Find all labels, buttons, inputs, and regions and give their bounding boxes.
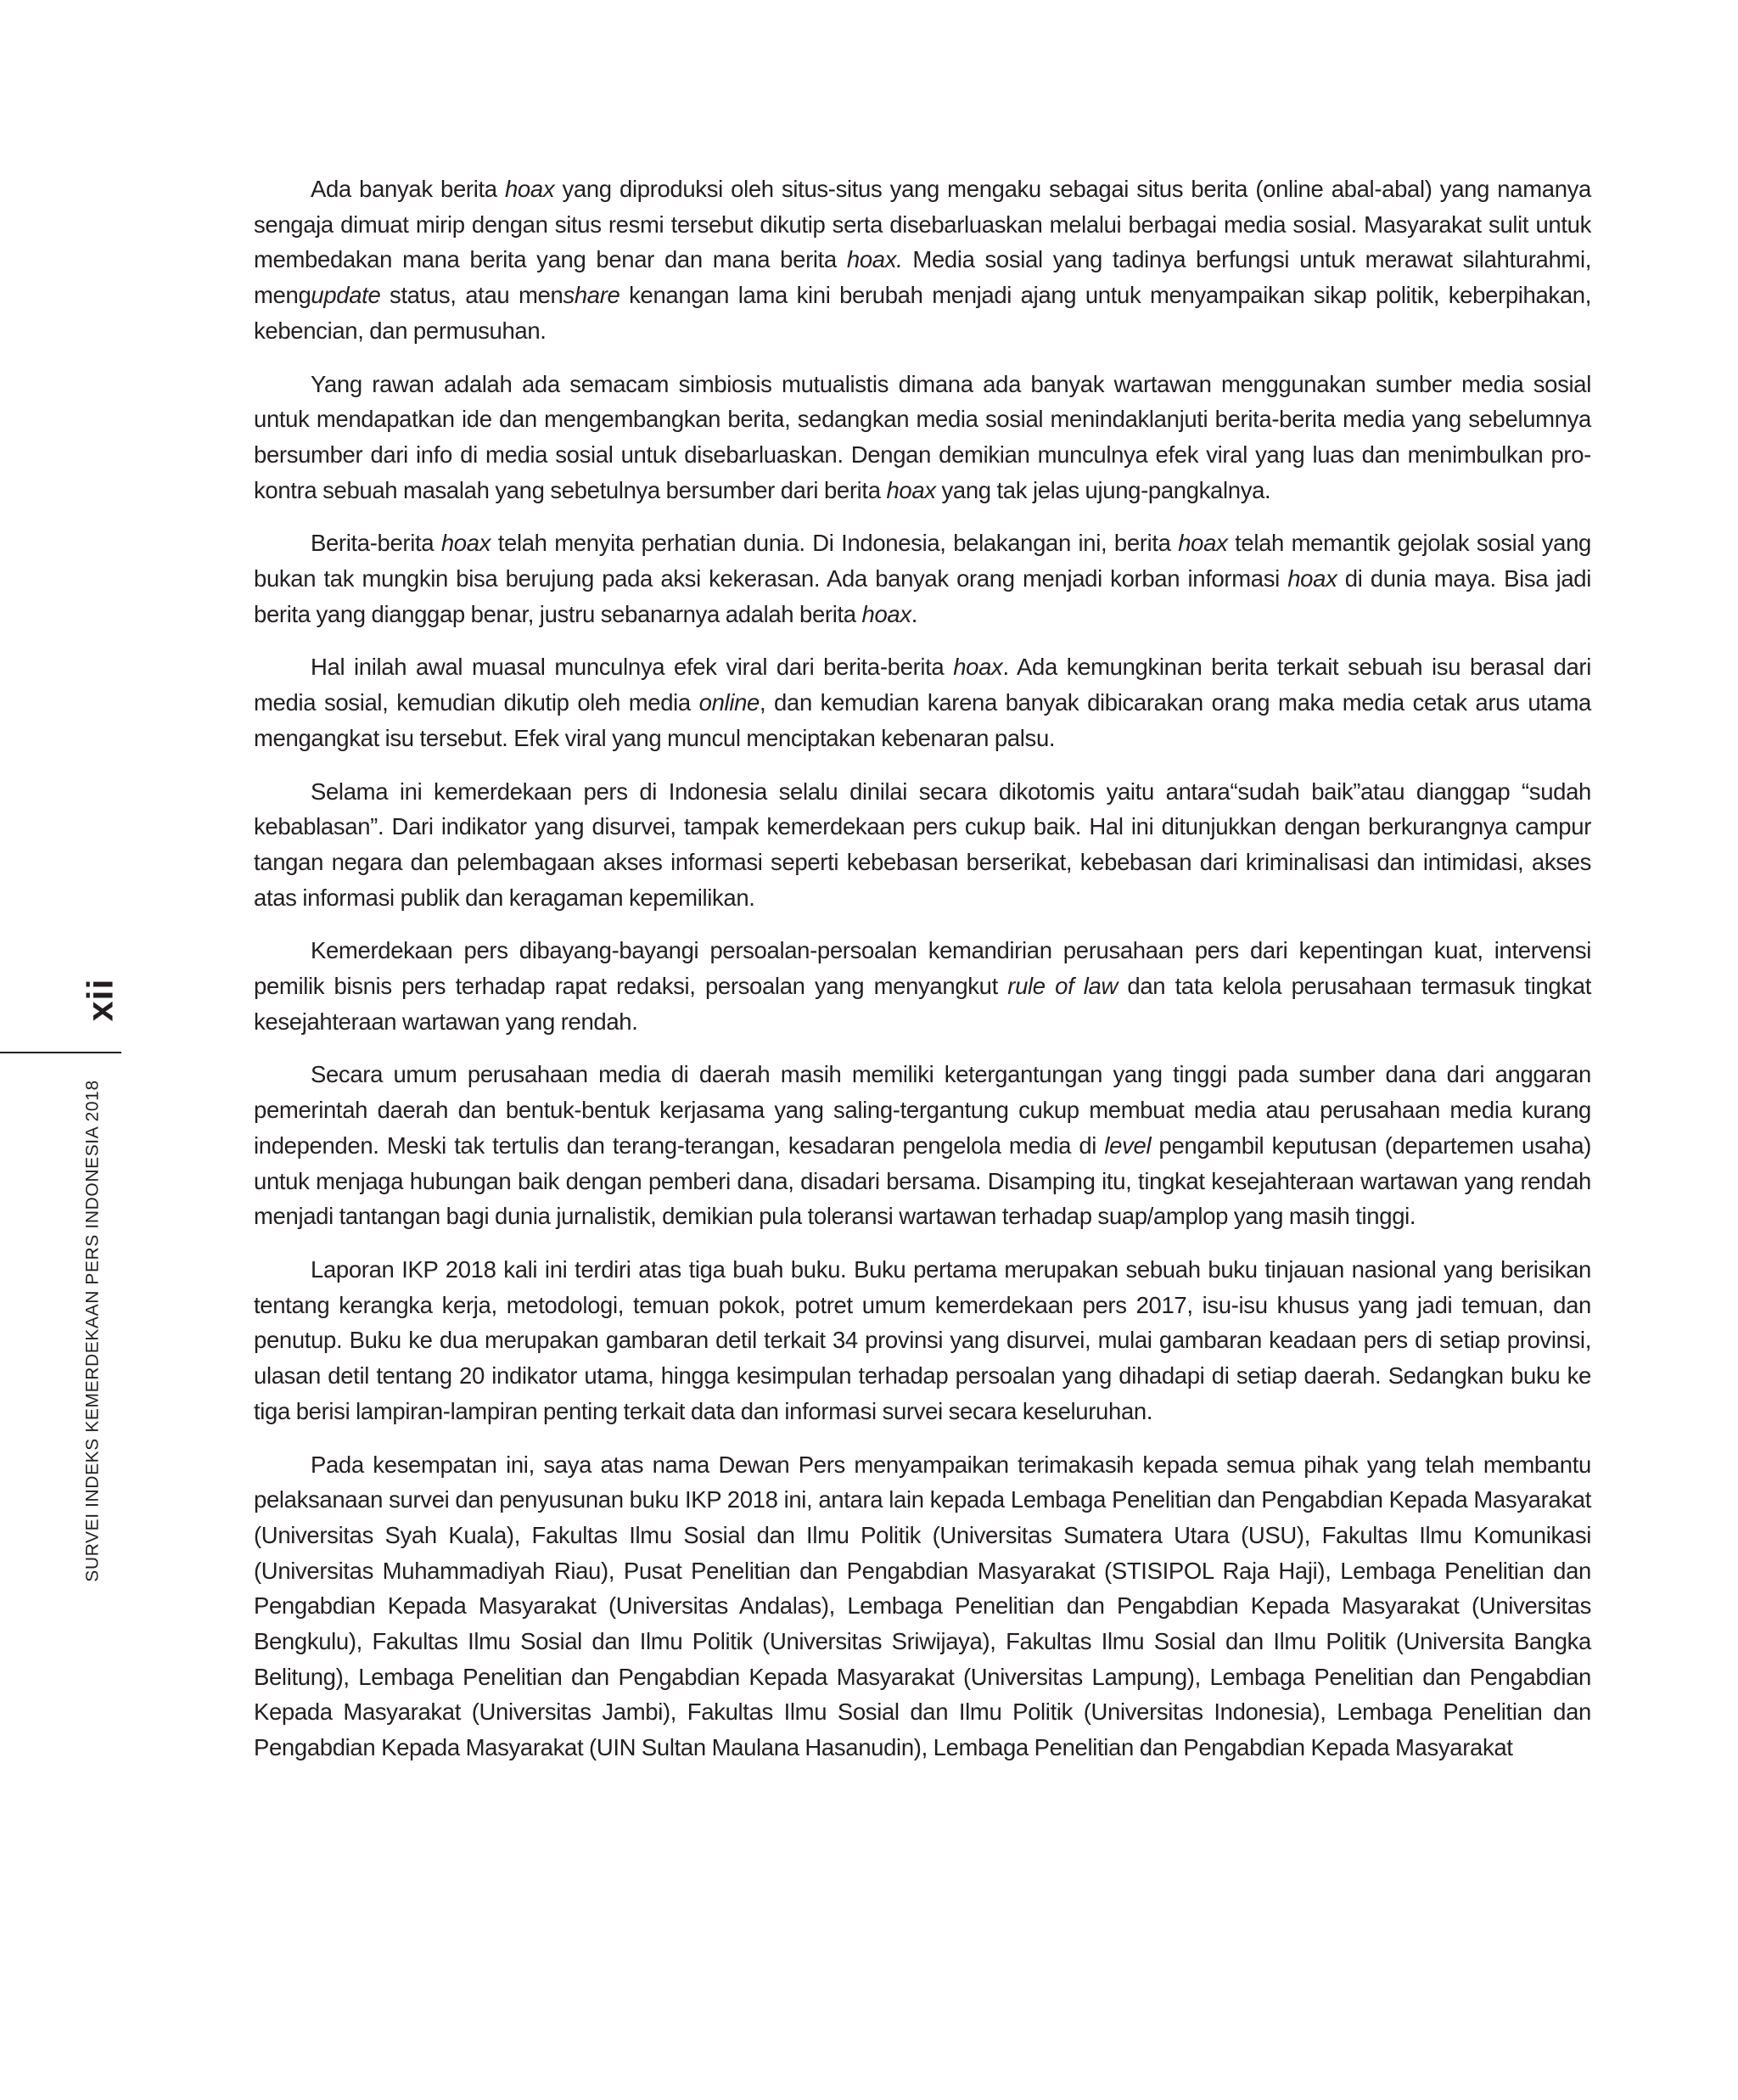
margin-rule	[0, 1052, 121, 1053]
italic-term: hoax.	[846, 246, 903, 273]
italic-term: rule of law	[1007, 973, 1118, 1000]
page-number: xii	[80, 978, 121, 1022]
italic-term: hoax	[886, 476, 936, 503]
paragraph: Laporan IKP 2018 kali ini terdiri atas tiga buah buku. Buku pertama merupakan sebuah buku tinjauan nasional yang berisikan tentang kerangka kerja, metodologi, temuan pokok, potret umum kemerdekaan pers 2017, isu-isu khusus yang jadi temuan, dan penutup. Buku ke dua merupakan gambaran detil terkait 34 provinsi yang disurvei, mulai gambaran keadaan pers di setiap provinsi, ulasan detil tentang 20 indikator utama, hingga kesimpulan terhadap persoalan yang dihadapi di setiap daerah. Sedangkan buku ke tiga berisi lampiran-lampiran penting terkait data dan informasi survei secara keseluruhan.	[254, 1255, 1591, 1424]
italic-term: level	[1104, 1131, 1152, 1159]
italic-term: hoax	[1178, 530, 1228, 557]
paragraph: Yang rawan adalah ada semacam simbiosis mutualistis dimana ada banyak wartawan menggunakan sumber media sosial untuk mendapatkan ide dan mengembangkan berita, sedangkan media sosial menindaklanjuti berita-berita media yang sebelumnya bersumber dari info di media sosial untuk disebarluaskan. Dengan demikian munculnya efek viral yang luas dan menimbulkan pro-kontra sebuah masalah yang sebetulnya bersumber dari berita hoax yang tak jelas ujung-pangkalnya.	[254, 370, 1591, 503]
paragraph: Selama ini kemerdekaan pers di Indonesia selalu dinilai secara dikotomis yaitu antara“sudah baik”atau dianggap “sudah kebablasan”. Dari indikator yang disurvei, tampak kemerdekaan pers cukup baik. Hal ini ditunjukkan dengan berkurangnya campur tangan negara dan pelembagaan akses informasi seperti kebebasan berserikat, kebebasan dari kriminalisasi dan intimidasi, akses atas informasi publik dan keragaman kepemilikan.	[254, 778, 1591, 911]
italic-term: hoax	[1287, 565, 1337, 592]
paragraph: Hal inilah awal muasal munculnya efek viral dari berita-berita hoax. Ada kemungkinan berita terkait sebuah isu berasal dari media sosial, kemudian dikutip oleh media online, dan kemudian karena banyak dibicarakan orang maka media cetak arus utama mengangkat isu tersebut. Efek viral yang muncul menciptakan kebenaran palsu.	[254, 654, 1591, 751]
italic-term: online	[698, 689, 760, 716]
italic-term: hoax	[861, 600, 911, 627]
italic-term: share	[563, 282, 620, 309]
body-text	[254, 171, 1591, 1783]
paragraph: Berita-berita hoax telah menyita perhatian dunia. Di Indonesia, belakangan ini, berita hoax telah memantik gejolak sosial yang bukan tak mungkin bisa berujung pada aksi kekerasan. Ada banyak orang menjadi korban informasi hoax di dunia maya. Bisa jadi berita yang dianggap benar, justru sebanarnya adalah berita hoax.	[254, 530, 1591, 627]
italic-term: hoax	[440, 530, 491, 557]
paragraph: Pada kesempatan ini, saya atas nama Dewan Pers menyampaikan terimakasih kepada semua pihak yang telah membantu pelaksanaan survei dan penyusunan buku IKP 2018 ini, antara lain kepada Lembaga Penelitian dan Pengabdian Kepada Masyarakat (Universitas Syah Kuala), Fakultas Ilmu Sosial dan Ilmu Politik (Universitas Sumatera Utara (USU), Fakultas Ilmu Komunikasi (Universitas Muhammadiyah Riau), Pusat Penelitian dan Pengabdian Masyarakat (STISIPOL Raja Haji), Lembaga Penelitian dan Pengabdian Kepada Masyarakat (Universitas Andalas), Lembaga Penelitian dan Pengabdian Kepada Masyarakat (Universitas Bengkulu), Fakultas Ilmu Sosial dan Ilmu Politik (Universitas Sriwijaya), Fakultas Ilmu Sosial dan Ilmu Politik (Universita Bangka Belitung), Lembaga Penelitian dan Pengabdian Kepada Masyarakat (Universitas Lampung), Lembaga Penelitian dan Pengabdian Kepada Masyarakat (Universitas Jambi), Fakultas Ilmu Sosial dan Ilmu Politik (Universitas Indonesia), Lembaga Penelitian dan Pengabdian Kepada Masyarakat (UIN Sultan Maulana Hasanudin), Lembaga Penelitian dan Pengabdian Kepada Masyarakat	[254, 1451, 1591, 1761]
paragraph: Ada banyak berita hoax yang diproduksi oleh situs-situs yang mengaku sebagai situs berita (online abal-abal) yang namanya sengaja dimuat mirip dengan situs resmi tersebut dikutip serta disebarluaskan melalui berbagai media sosial. Masyarakat sulit untuk membedakan mana berita yang benar dan mana berita hoax. Media sosial yang tadinya berfungsi untuk merawat silahturahmi, mengupdate status, atau menshare kenangan lama kini berubah menjadi ajang untuk menyampaikan sikap politik, keberpihakan, kebencian, dan permusuhan.	[254, 176, 1591, 344]
paragraph: Secara umum perusahaan media di daerah masih memiliki ketergantungan yang tinggi pada sumber dana dari anggaran pemerintah daerah dan bentuk-bentuk kerjasama yang saling-tergantung cukup membuat media atau perusahaan media kurang independen. Meski tak tertulis dan terang-terangan, kesadaran pengelola media di level pengambil keputusan (departemen usaha) untuk menjaga hubungan baik dengan pemberi dana, disadari bersama. Disamping itu, tingkat kesejahteraan wartawan yang rendah menjadi tantangan bagi dunia jurnalistik, demikian pula toleransi wartawan terhadap suap/amplop yang masih tinggi.	[254, 1061, 1592, 1230]
italic-term: hoax	[504, 176, 555, 202]
italic-term: hoax	[953, 654, 1003, 681]
running-title: SURVEI INDEKS KEMERDEKAAN PERS INDONESIA 2018	[82, 1080, 103, 1582]
paragraph: Kemerdekaan pers dibayang-bayangi persoalan-persoalan kemandirian perusahaan pers dari kepentingan kuat, intervensi pemilik bisnis pers terhadap rapat redaksi, persoalan yang menyangkut rule of law dan tata kelola perusahaan termasuk tingkat kesejahteraan wartawan yang rendah.	[254, 937, 1591, 1035]
italic-term: update	[311, 282, 381, 309]
